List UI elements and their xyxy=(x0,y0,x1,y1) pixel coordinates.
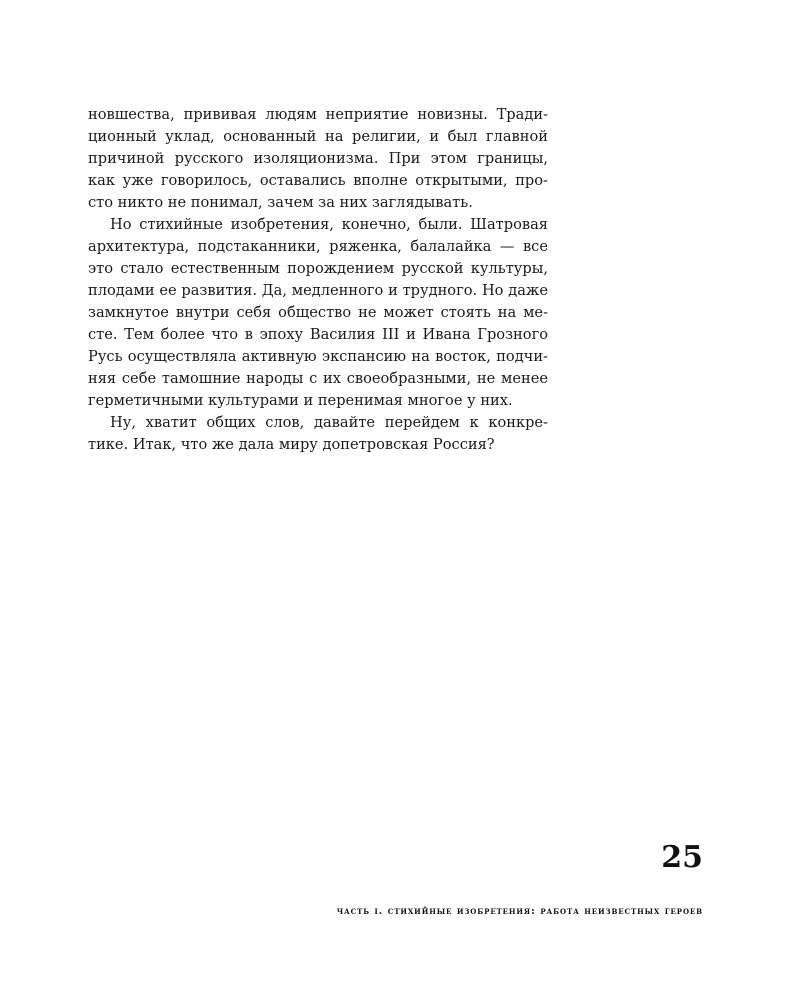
text-line: Но стихийные изобретения, конечно, были. Шатровая xyxy=(110,216,548,233)
text-line: Ну, хватит общих слов, давайте перейдем к конкре- xyxy=(110,414,548,431)
text-line: как уже говорилось, оставались вполне открытыми, про- xyxy=(88,172,548,189)
page-number: 25 xyxy=(661,840,703,875)
paragraph-3 xyxy=(88,412,548,456)
text-line: замкнутое внутри себя общество не может стоять на ме- xyxy=(88,304,548,321)
text-line: герметичными культурами и перенимая многое у них. xyxy=(88,392,513,409)
text-line: ционный уклад, основанный на религии, и был главной xyxy=(88,128,548,145)
text-line: сто никто не понимал, зачем за них заглядывать. xyxy=(88,194,473,211)
text-line: новшества, прививая людям неприятие новизны. Тради- xyxy=(88,106,548,123)
text-line: плодами ее развития. Да, медленного и трудного. Но даже xyxy=(88,282,548,299)
paragraph-1 xyxy=(88,104,548,214)
text-line: это стало естественным порождением русской культуры, xyxy=(88,260,548,277)
text-line: сте. Тем более что в эпоху Василия III и Ивана Грозного xyxy=(88,326,548,343)
text-line: архитектура, подстаканники, ряженка, балалайка — все xyxy=(88,238,548,255)
running-footer: часть i. стихийные изобретения: работа неизвестных героев xyxy=(336,905,703,917)
text-line: Русь осуществляла активную экспансию на восток, подчи- xyxy=(88,348,548,365)
text-line: причиной русского изоляционизма. При этом границы, xyxy=(88,150,548,167)
body-text xyxy=(88,104,548,456)
text-line: няя себе тамошние народы с их своеобразными, не менее xyxy=(88,370,548,387)
text-line: тике. Итак, что же дала миру допетровская Россия? xyxy=(88,436,495,453)
paragraph-2 xyxy=(88,214,548,412)
